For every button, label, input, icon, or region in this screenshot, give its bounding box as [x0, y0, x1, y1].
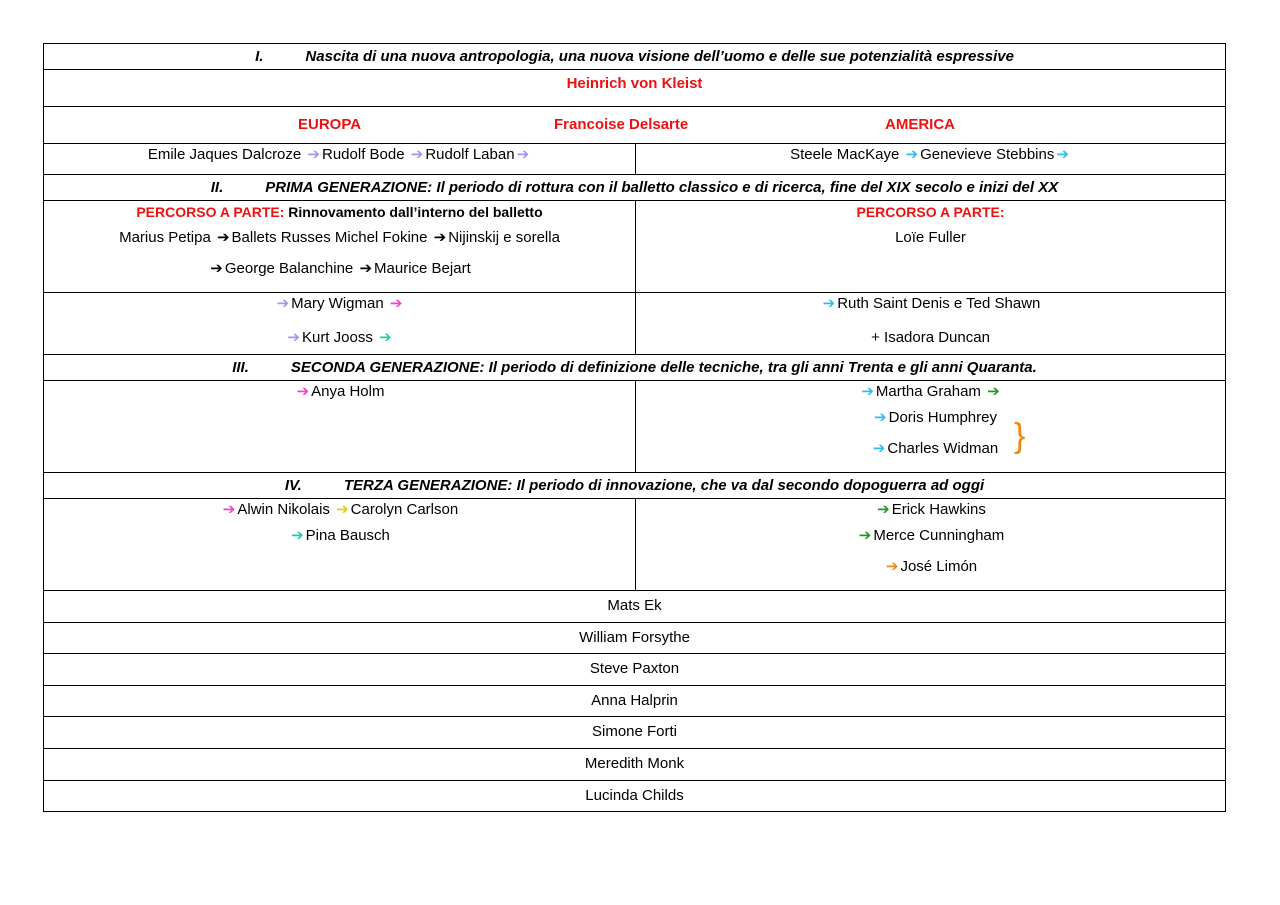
balanchine-name: George Balanchine: [224, 259, 354, 277]
section-1-content-row: [44, 144, 1226, 175]
graham-line: [640, 381, 1221, 403]
section-number: III.: [232, 359, 249, 376]
jooss-line: [48, 323, 631, 353]
arrow-right-icon: ➔: [861, 383, 874, 400]
full-row-cell: William Forsythe: [44, 622, 1226, 654]
kleist-name: Heinrich von Kleist: [566, 75, 703, 92]
europa-gen1-cell: [44, 293, 636, 355]
hawkins-line: [640, 499, 1221, 521]
section-number: I.: [255, 48, 264, 65]
cunningham-name: Merce Cunningham: [873, 527, 1005, 544]
arrow-right-icon: ➔: [885, 557, 899, 575]
holm-name: Anya Holm: [311, 383, 385, 400]
nijinskij-name: Nijinskij e sorella: [448, 229, 560, 246]
arrow-right-icon: ➔: [336, 501, 349, 518]
europa-label: EUROPA: [298, 116, 362, 133]
america-gen1-cell: [636, 293, 1226, 355]
arrow-right-icon: ➔: [872, 439, 886, 457]
stebbins-name: Genevieve Stebbins: [920, 146, 1055, 163]
bausch-name: Pina Bausch: [305, 527, 390, 544]
america-label: AMERICA: [885, 116, 955, 133]
bode-name: Rudolf Bode: [322, 146, 405, 163]
full-row-cell: Steve Paxton: [44, 654, 1226, 686]
holm-line: [48, 381, 631, 403]
denishawn-name: Ruth Saint Denis e Ted Shawn: [837, 295, 1041, 312]
section-3-row: [44, 381, 1226, 473]
section-number: II.: [210, 179, 224, 196]
regions-cell: [44, 107, 1226, 144]
mackaye-name: Steele MacKaye: [790, 146, 900, 163]
section-1-header-row: [44, 44, 1226, 70]
hawkins-name: Erick Hawkins: [891, 501, 986, 518]
arrow-right-icon: ➔: [822, 295, 836, 312]
right-brace-icon: }: [1014, 417, 1026, 455]
fokine-name: Ballets Russes Michel Fokine: [231, 229, 428, 246]
carlson-name: Carolyn Carlson: [350, 501, 459, 518]
bejart-name: Maurice Bejart: [374, 259, 471, 277]
full-row: [44, 685, 1226, 717]
percorso-desc: Rinnovamento dall’interno del balletto: [288, 204, 543, 220]
section-2-header-row: [44, 175, 1226, 201]
limon-name: José Limón: [900, 557, 978, 575]
arrow-right-icon: ➔: [359, 259, 373, 277]
section-4-header-row: [44, 473, 1226, 499]
genealogy-table: [43, 43, 1226, 812]
europa-gen3-cell: [44, 499, 636, 591]
denishawn-line: [640, 293, 1221, 323]
kleist-cell: [44, 70, 1226, 107]
europa-ballet-cell: [44, 201, 636, 293]
arrow-right-icon: ➔: [296, 383, 310, 400]
section-4-header: [44, 473, 1226, 499]
full-row-cell: Simone Forti: [44, 717, 1226, 749]
full-row: [44, 717, 1226, 749]
section-4-row: [44, 499, 1226, 591]
jooss-name: Kurt Jooss: [301, 329, 373, 346]
america-gen2-cell: [636, 381, 1226, 473]
ballet-line-1: [48, 223, 631, 254]
nikolais-name: Alwin Nikolais: [237, 501, 330, 518]
full-row: [44, 591, 1226, 623]
arrow-right-icon: ➔: [222, 501, 236, 518]
arrow-right-icon: ➔: [874, 409, 887, 426]
bausch-line: [48, 521, 631, 552]
regions-row: [44, 107, 1226, 144]
arrow-right-icon: ➔: [307, 146, 320, 163]
dalcroze-name: Emile Jaques Dalcroze: [147, 146, 302, 163]
full-row-cell: Meredith Monk: [44, 748, 1226, 780]
graham-name: Martha Graham: [875, 383, 981, 400]
arrow-right-icon: ➔: [1056, 146, 1069, 163]
full-row: [44, 622, 1226, 654]
section-title: PRIMA GENERAZIONE: Il periodo di rottura con il balletto classico e di ricerca, fine del XIX secolo e inizi del XX: [265, 179, 1059, 196]
widman-line: [640, 434, 1221, 465]
humphrey-line: [640, 403, 1221, 434]
full-row: [44, 748, 1226, 780]
fuller-name: Loïe Fuller: [895, 229, 966, 246]
section-3-header-row: [44, 355, 1226, 381]
percorso-line: [48, 201, 631, 223]
arrow-right-icon: ➔: [905, 146, 919, 163]
duncan-name: + Isadora Duncan: [871, 329, 990, 346]
arrow-right-icon: ➔: [410, 146, 424, 163]
section-number: IV.: [284, 477, 302, 494]
america-lineage-cell: [636, 144, 1226, 175]
laban-name: Rudolf Laban: [425, 146, 515, 163]
full-row-cell: Mats Ek: [44, 591, 1226, 623]
percorso-label: PERCORSO A PARTE:: [856, 204, 1005, 220]
arrow-right-icon: ➔: [291, 527, 304, 544]
arrow-right-icon: ➔: [877, 501, 890, 518]
full-row-cell: Anna Halprin: [44, 685, 1226, 717]
section-2-header: [44, 175, 1226, 201]
arrow-right-icon: ➔: [389, 295, 403, 312]
full-row-cell: Lucinda Childs: [44, 780, 1226, 812]
america-percorso-cell: [636, 201, 1226, 293]
full-row: [44, 654, 1226, 686]
section-title: TERZA GENERAZIONE: Il periodo di innovazione, che va dal secondo dopoguerra ad oggi: [343, 477, 985, 494]
section-title: Nascita di una nuova antropologia, una nuova visione dell’uomo e delle sue potenzialità espressive: [305, 48, 1014, 65]
ballet-line-2: [48, 254, 631, 285]
percorso-label: PERCORSO A PARTE:: [136, 204, 285, 220]
section-3-header: [44, 355, 1226, 381]
nikolais-line: [48, 499, 631, 521]
section-2-row-b: [44, 293, 1226, 355]
humphrey-name: Doris Humphrey: [888, 409, 997, 426]
section-title: SECONDA GENERAZIONE: Il periodo di definizione delle tecniche, tra gli anni Trenta e gli anni Quaranta.: [290, 359, 1037, 376]
section-2-row-a: [44, 201, 1226, 293]
america-gen3-cell: [636, 499, 1226, 591]
europa-gen2-cell: [44, 381, 636, 473]
kleist-row: [44, 70, 1226, 107]
delsarte-label: Francoise Delsarte: [554, 116, 689, 133]
arrow-right-icon: ➔: [287, 329, 300, 346]
widman-name: Charles Widman: [887, 439, 999, 457]
cunningham-line: [640, 521, 1221, 552]
arrow-right-icon: ➔: [210, 259, 223, 277]
arrow-right-icon: ➔: [276, 295, 290, 312]
arrow-right-icon: ➔: [858, 527, 872, 544]
europa-lineage-cell: [44, 144, 636, 175]
arrow-right-icon: ➔: [216, 229, 230, 246]
wigman-line: [48, 293, 631, 323]
arrow-right-icon: ➔: [379, 329, 392, 346]
arrow-right-icon: ➔: [987, 383, 1000, 400]
petipa-name: Marius Petipa: [119, 229, 211, 246]
limon-line: [640, 552, 1221, 583]
wigman-name: Mary Wigman: [291, 295, 384, 312]
arrow-right-icon: ➔: [433, 229, 447, 246]
full-row: [44, 780, 1226, 812]
arrow-right-icon: ➔: [516, 146, 530, 163]
section-1-header: [44, 44, 1226, 70]
